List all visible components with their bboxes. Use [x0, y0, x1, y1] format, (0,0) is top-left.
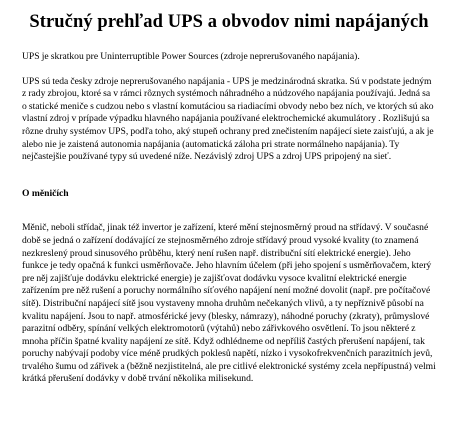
document-title: Stručný prehľad UPS a obvodov nimi napájaných	[29, 12, 429, 32]
intro-paragraph: UPS je skratkou pre Uninterruptible Power Sources (zdroje neprerušovaného napájania).	[22, 51, 360, 62]
ups-paragraph: UPS sú teda česky zdroje neprerušovaného napájania - UPS je medzinárodná skratka. Sú v podstate jedným z rady zbrojou, ktoré sa v rámci rôznych systémoch náhradného a núdzového napájania používajú. Jedná sa o statické meniče s cudzou nebo s vlastní komutáciou sa riadiacími obvody nebo bez ních, ve ktorých sú ako vlastní zdroj v prípade výpadku hlavného napájania používané elektrochemické akumulátory . Rozlišujú sa rôzne druhy systémov UPS, podľa toho, aký stupeň ochrany pred znečistením napájecí siete zaisťujú, a ak je alebo nie je zaistená autonomia napájania (automatická záloha pri strate normálneho napájania). Ty nejčastejšie používané typy sú uvedené níže. Nezávislý zdroj UPS a zdroj UPS pripojený na sieť.	[22, 75, 434, 163]
section-heading-menice: O měničích	[22, 187, 69, 199]
menice-paragraph: Měnič, neboli střídač, jinak též invertor je zařízení, které mění stejnosměrný proud na střídavý. V současné době se jedná o zařízení dodávající ze stejnosměrného zdroje střídavý proud vysoké kvality (to znamená nezkreslený proud sinusového průběhu, který není rušen např. distribuční sítí elektrické energie). Jeho funkce je tedy opačná k funkci usměrňovače. Jeho hlavním účelem (při jeho spojení s usměrňovačem, který pre něj zajišťuje dodávku elektrické energie) je zajišťovat dodávku vysoce kvalitní elektrické energie zařízením pre něž rušení a poruchy normálního síťového napájení není možné dovolit (např. pre počítačové sítě). Distribuční napájecí sítě jsou vystaveny mnoha druhům nečekaných vlivů, a ty nepříznivě působí na kvalitu napájení. Jsou to např. atmosférické jevy (blesky, námrazy), náhodné poruchy (zkraty), průmyslové parazitní odběry, spínání velkých elektromotorů (výtahů) nebo zářivkového osvětlení. To jsou některé z mnoha příčin špatné kvality napájení ze sítě. Když odhlédneme od nepříliš častých přerušení napájení, tak poruchy nabývají podoby více méně prudkých poklesů napětí, nízko i vysokofrekvenčních parazitních jevů, trvalého šumu od zářivek a (běžně nezjistitelná, ale pre citlivé elektronické systémy zcela nepřípustná) velmi krátká přerušení dodávky v době trvání několika milisekund.	[22, 222, 436, 385]
